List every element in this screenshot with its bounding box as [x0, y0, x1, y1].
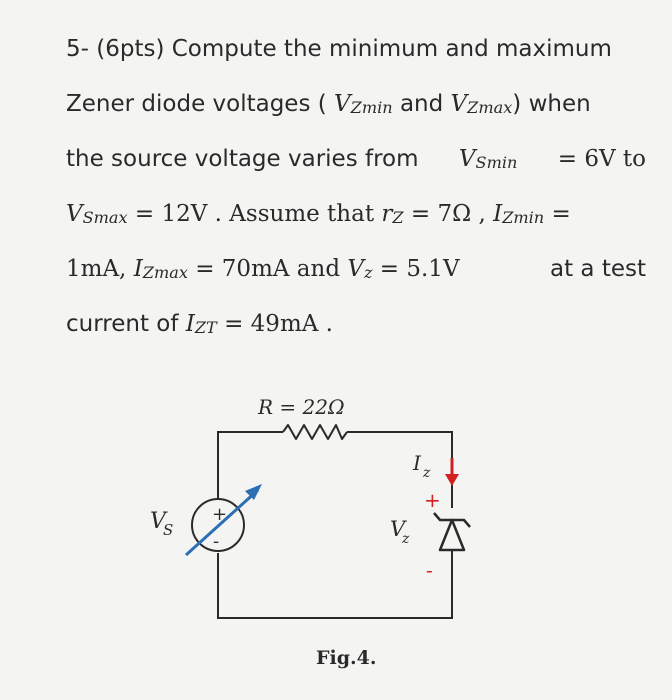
math-subscript: Zmax	[467, 98, 513, 118]
math-subscript: Zmin	[350, 98, 393, 118]
problem-text: Zener diode voltages (	[66, 91, 327, 117]
math-text: = 49mA .	[216, 311, 333, 337]
source-plus-sign: +	[212, 504, 228, 525]
circuit-diagram	[0, 380, 672, 700]
problem-text: ) when	[512, 91, 591, 117]
math-text: 1mA,	[66, 256, 134, 282]
problem-text: and	[399, 91, 451, 117]
problem-line-3	[66, 132, 646, 187]
math-symbol: V	[66, 201, 83, 227]
variable-source-icon	[186, 484, 262, 555]
math-symbol: I	[133, 256, 143, 282]
math-text: =	[544, 201, 571, 227]
math-symbol: V	[347, 256, 364, 282]
current-label: I	[413, 451, 421, 475]
zener-minus-sign: -	[426, 558, 433, 582]
problem-line-1	[66, 22, 646, 77]
zener-voltage-subscript: z	[402, 531, 410, 547]
resistor-label: R = 22Ω	[258, 395, 345, 419]
problem-line-6	[66, 297, 646, 352]
math-subscript: Smax	[82, 208, 128, 228]
math-subscript: Zmax	[142, 263, 188, 283]
problem-text: current of	[66, 311, 186, 337]
math-text: = 7Ω ,	[403, 201, 494, 227]
math-text: = 70mA and	[187, 256, 348, 282]
math-subscript: z	[363, 263, 373, 283]
math-symbol: I	[185, 311, 195, 337]
math-subscript: Smin	[475, 153, 518, 173]
problem-statement	[66, 22, 646, 352]
problem-text: at a test	[550, 256, 646, 282]
math-symbol: V	[458, 146, 476, 172]
resistor-symbol	[283, 425, 347, 439]
source-minus-sign: -	[213, 531, 220, 552]
source-label: V	[150, 509, 166, 534]
math-symbol: r	[381, 201, 393, 227]
math-text: = 6V to	[557, 146, 646, 172]
current-arrow-icon	[445, 458, 459, 486]
figure-caption: Fig.4.	[316, 647, 377, 669]
math-symbol: V	[334, 91, 351, 117]
math-subscript: Z	[392, 208, 404, 228]
math-subscript: Zmin	[502, 208, 545, 228]
math-symbol: V	[450, 91, 468, 117]
current-subscript: z	[423, 465, 431, 481]
problem-text: the source voltage varies from	[66, 146, 419, 172]
math-text: = 5.1V	[372, 256, 460, 282]
zener-voltage-label: V	[390, 517, 406, 541]
problem-text: 5- (6pts) Compute the minimum and maximum	[66, 36, 612, 62]
zener-diode-symbol	[434, 513, 470, 550]
problem-line-2	[66, 77, 646, 132]
zener-plus-sign: +	[424, 488, 441, 512]
math-subscript: ZT	[194, 318, 217, 338]
math-symbol: I	[493, 201, 503, 227]
source-subscript: S	[163, 521, 174, 539]
math-text: = 12V . Assume that	[127, 201, 382, 227]
problem-line-4	[66, 187, 646, 242]
problem-line-5	[66, 242, 646, 297]
